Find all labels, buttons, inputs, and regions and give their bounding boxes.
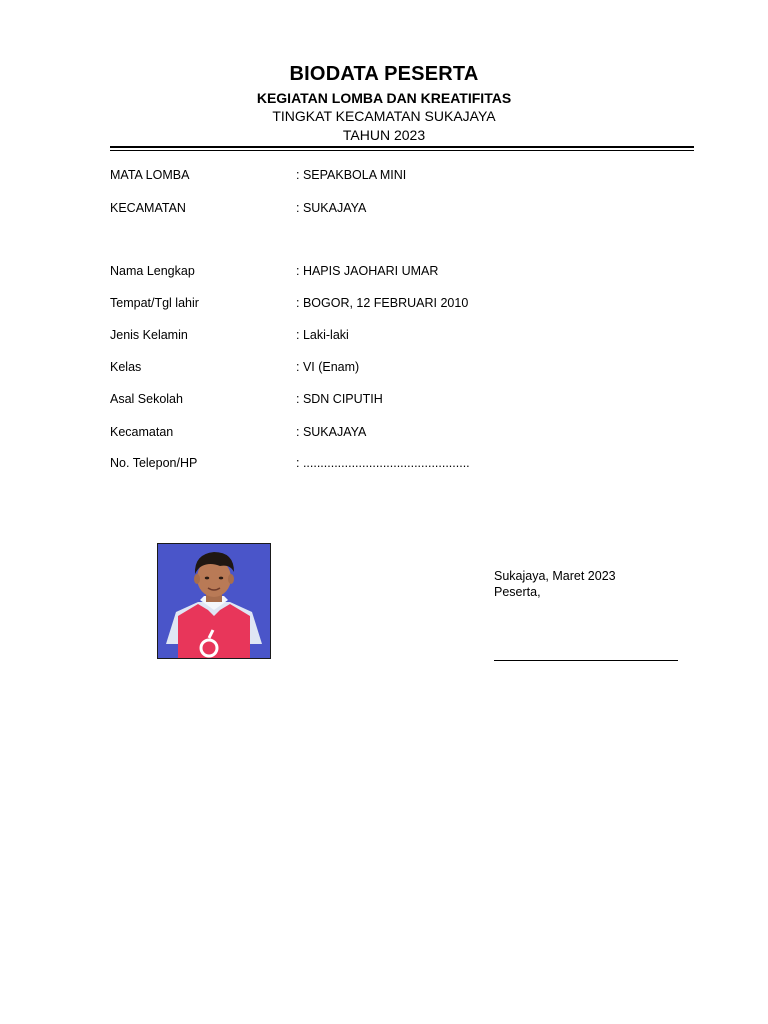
participant-portrait-image (158, 544, 270, 658)
field-value: : VI (Enam) (296, 360, 360, 374)
field-label: Asal Sekolah (110, 392, 183, 406)
field-value: : ................................................ (296, 456, 470, 470)
event-year: TAHUN 2023 (342, 127, 426, 143)
field-value: : Laki-laki (296, 328, 349, 342)
field-label: KECAMATAN (110, 201, 186, 215)
field-value: : SUKAJAYA (296, 201, 367, 215)
field-value: : SEPAKBOLA MINI (296, 168, 407, 182)
field-value: : SUKAJAYA (296, 425, 367, 439)
field-label: No. Telepon/HP (110, 456, 198, 470)
field-value: : BOGOR, 12 FEBRUARI 2010 (296, 296, 469, 310)
field-label: MATA LOMBA (110, 168, 190, 182)
field-value: : HAPIS JAOHARI UMAR (296, 264, 439, 278)
event-level: TINGKAT KECAMATAN SUKAJAYA (272, 108, 496, 124)
signature-line (494, 660, 678, 661)
page-title: BIODATA PESERTA (289, 63, 479, 85)
header-divider-thick (110, 146, 694, 148)
field-label: Tempat/Tgl lahir (110, 296, 199, 310)
field-value: : SDN CIPUTIH (296, 392, 383, 406)
signature-place-date: Sukajaya, Maret 2023 (494, 569, 616, 583)
field-label: Nama Lengkap (110, 264, 195, 278)
field-label: Kelas (110, 360, 142, 374)
signature-role: Peserta, (494, 585, 541, 599)
participant-photo (157, 543, 271, 659)
event-subtitle: KEGIATAN LOMBA DAN KREATIFITAS (256, 90, 512, 106)
field-label: Jenis Kelamin (110, 328, 188, 342)
header-divider-thin (110, 150, 694, 151)
field-label: Kecamatan (110, 425, 174, 439)
